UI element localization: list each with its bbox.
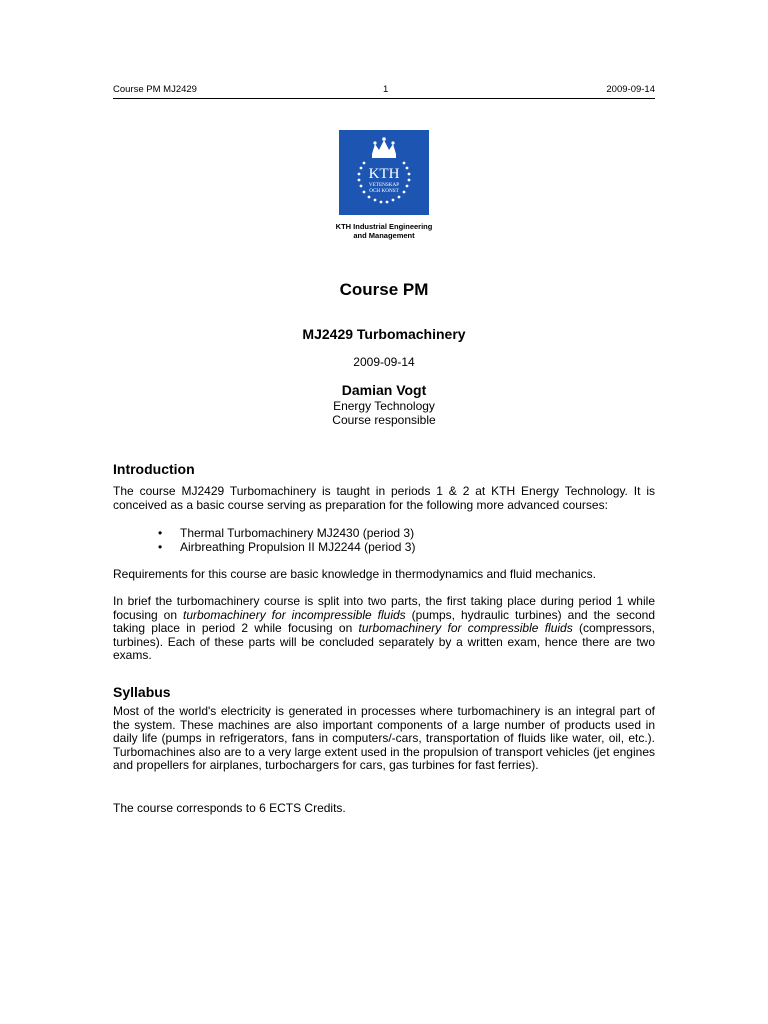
header-page-number: 1 <box>383 84 389 95</box>
introduction-heading: Introduction <box>113 461 195 477</box>
header-date: 2009-09-14 <box>606 84 655 95</box>
document-title: Course PM <box>339 280 429 299</box>
author-name: Damian Vogt <box>341 382 427 398</box>
para3-text-a: In brief the turbomachinery course is split into two parts, the first taking place during period 1 while focusing on <box>113 594 655 622</box>
course-subtitle: MJ2429 Turbomachinery <box>302 326 466 342</box>
intro-paragraph-2: Requirements for this course are basic knowledge in thermodynamics and fluid mechanics. <box>113 567 596 581</box>
kth-logo <box>339 130 429 215</box>
syllabus-paragraph-1: Most of the world's electricity is generated in processes where turbomachinery is an integral part of the system. These machines are also important components of a large number of products used in daily life (pumps in refrigerators, fans in computers/-cars, transportation of fluids like water, oil, etc.). Turbomachines also are to a very large extent used in the propulsion of transport vehicles (jet engines and propellers for airplanes, turbochargers for cars, gas turbines for fast ferries). <box>113 704 655 772</box>
author-affiliation <box>113 399 655 427</box>
kth-crest-icon <box>339 130 429 215</box>
logo-text-sub2: OCH KONST <box>369 188 399 194</box>
para3-text-c: (compressors, turbines). Each of these parts will be concluded separately by a written exam, hence there are two exams. <box>113 621 655 662</box>
page-header <box>113 84 655 99</box>
role: Course responsible <box>332 413 436 427</box>
list-item: • Airbreathing Propulsion II MJ2244 (period 3) <box>158 540 415 554</box>
syllabus-heading: Syllabus <box>113 684 171 700</box>
syllabus-paragraph-2: The course corresponds to 6 ECTS Credits. <box>113 801 346 815</box>
intro-paragraph-1: The course MJ2429 Turbomachinery is taught in periods 1 & 2 at KTH Energy Technology. It is conceived as a basic course serving as preparation for the following more advanced courses: <box>113 484 655 512</box>
logo-text-main: KTH <box>368 166 400 182</box>
para3-italic-1: turbomachinery for incompressible fluids <box>183 607 406 622</box>
header-course-code: Course PM MJ2429 <box>113 84 197 95</box>
logo-text-sub1: VETENSKAP <box>368 182 400 188</box>
logo-caption <box>300 222 468 240</box>
para3-text-b: (pumps, hydraulic turbines) and the second taking place in period 2 while focusing on <box>113 607 655 635</box>
list-item: • Thermal Turbomachinery MJ2430 (period 3) <box>158 526 415 540</box>
para3-italic-2: turbomachinery for compressible fluids <box>358 621 573 635</box>
intro-paragraph-3 <box>113 595 655 663</box>
logo-caption-line1: KTH Industrial Engineering <box>335 222 433 231</box>
document-date: 2009-09-14 <box>353 355 415 369</box>
advanced-courses-list <box>158 526 415 554</box>
department: Energy Technology <box>333 399 435 413</box>
logo-caption-line2: and Management <box>353 231 415 240</box>
